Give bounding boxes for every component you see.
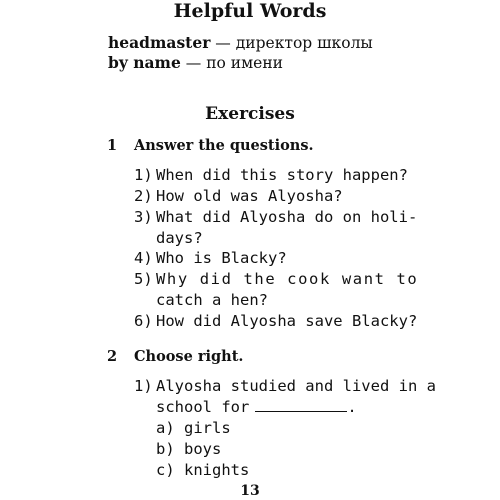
question-2 xyxy=(134,187,343,205)
question-number: 3) xyxy=(134,208,153,226)
question-text: When did this story happen? xyxy=(156,166,408,184)
vocab-term: headmaster xyxy=(108,33,211,52)
vocab-term: by name xyxy=(108,53,181,72)
question-3 xyxy=(134,208,417,226)
vocab-translation: по имени xyxy=(206,54,283,72)
question-text-prefix: school for xyxy=(156,398,250,416)
question-text: Why did the cook want to xyxy=(156,270,419,288)
question-number: 5) xyxy=(134,270,153,288)
page-number: 13 xyxy=(240,483,260,499)
question-text: What did Alyosha do on holi- xyxy=(156,208,418,226)
question-text: How did Alyosha save Blacky? xyxy=(156,312,418,330)
question-5-continued: catch a hen? xyxy=(156,291,268,309)
choice-question-1-continued xyxy=(156,398,357,416)
option-c: c) knights xyxy=(156,461,250,479)
vocab-entry-headmaster xyxy=(108,33,373,52)
question-text-suffix: . xyxy=(347,398,357,416)
vocab-translation: директор школы xyxy=(235,34,373,52)
question-number: 2) xyxy=(134,187,153,205)
question-number: 4) xyxy=(134,249,153,267)
question-text: Alyosha studied and lived in a xyxy=(156,377,436,395)
question-3-continued: days? xyxy=(156,229,203,247)
question-number: 6) xyxy=(134,312,153,330)
exercises-heading: Exercises xyxy=(205,104,295,124)
option-a: a) girls xyxy=(156,419,231,437)
question-6 xyxy=(134,312,417,330)
question-number: 1) xyxy=(134,377,153,395)
helpful-words-heading: Helpful Words xyxy=(173,0,327,22)
task-1-title: Answer the questions. xyxy=(134,137,314,154)
choice-question-1 xyxy=(134,377,436,395)
option-b: b) boys xyxy=(156,440,222,458)
question-1 xyxy=(134,166,408,184)
vocab-dash: — xyxy=(180,54,207,72)
question-number: 1) xyxy=(134,166,153,184)
question-4 xyxy=(134,249,287,267)
vocab-entry-by-name xyxy=(108,53,283,72)
answer-blank xyxy=(255,398,347,412)
task-1-number: 1 xyxy=(107,137,118,154)
question-text: Who is Blacky? xyxy=(156,249,287,267)
question-text: How old was Alyosha? xyxy=(156,187,343,205)
question-5 xyxy=(134,270,418,288)
task-2-title: Choose right. xyxy=(134,348,244,365)
vocab-dash: — xyxy=(210,34,236,52)
task-2-number: 2 xyxy=(107,348,118,365)
